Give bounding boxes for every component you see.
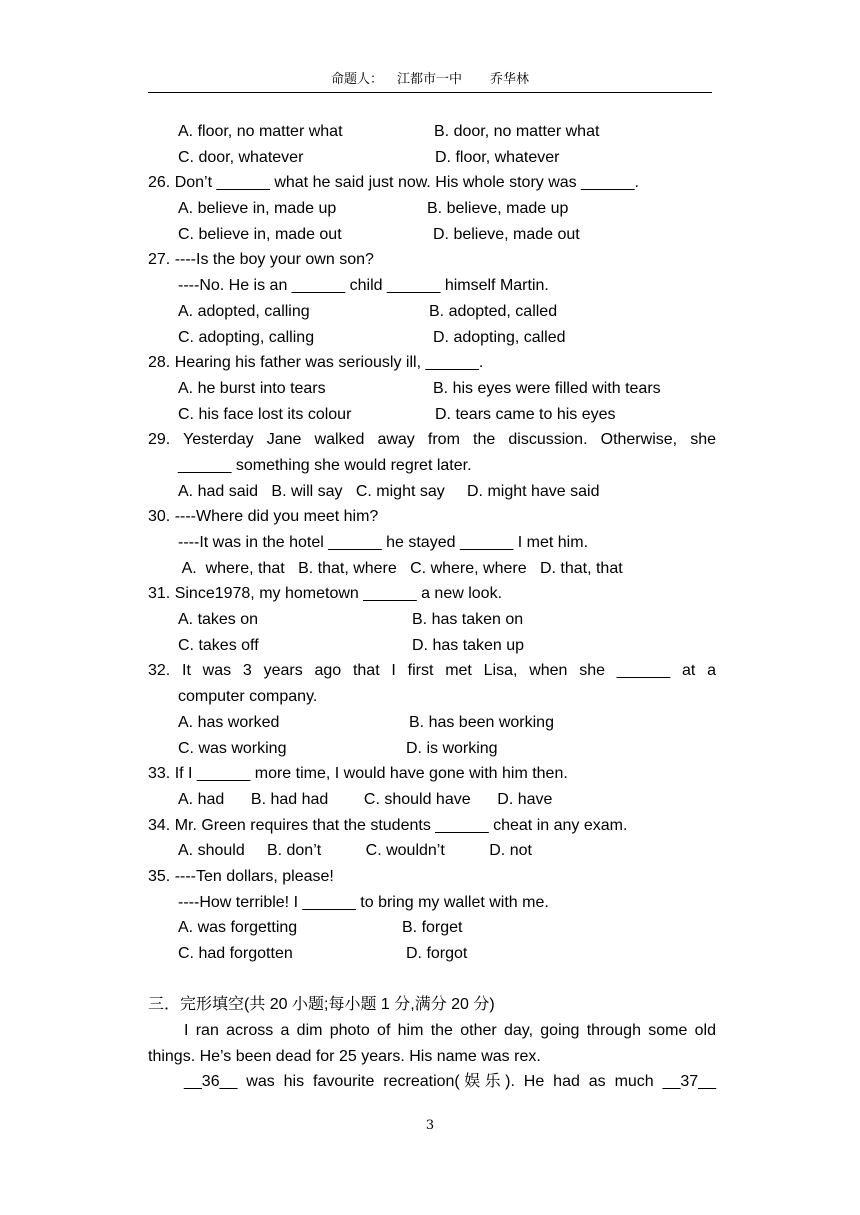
question-30-reply: ----It was in the hotel ______ he stayed ______ I met him. [178, 534, 589, 551]
option-c: C. believe in, made out [178, 225, 342, 243]
option-c: C. his face lost its colour [178, 405, 352, 423]
question-30: 30. ----Where did you meet him? [148, 508, 379, 526]
author-label: 命题人： [330, 72, 383, 87]
option-d: D. tears came to his eyes [435, 405, 616, 423]
page-number: 3 [425, 1118, 435, 1133]
option-row: A. had said B. will say C. might say D. might have said [178, 482, 600, 500]
option-row [148, 736, 716, 762]
question-32-cont: computer company. [178, 688, 318, 706]
option-row [148, 145, 716, 171]
option-d: D. adopting, called [433, 328, 566, 346]
passage-line: __36__ was his favourite recreation(娱乐). He had as much __37__ [184, 1073, 716, 1091]
question-27-reply: ----No. He is an ______ child ______ himself Martin. [178, 277, 549, 295]
question-32: 32. It was 3 years ago that I first met Lisa, when she ______ at a [148, 662, 716, 680]
option-c: C. takes off [178, 636, 259, 654]
option-row [148, 119, 716, 145]
option-d: D. forgot [406, 945, 468, 962]
school-name: 江都市一中 [396, 72, 462, 87]
option-row [148, 402, 716, 428]
option-row [148, 325, 716, 351]
question-27: 27. ----Is the boy your own son? [148, 251, 374, 269]
option-row [148, 299, 716, 325]
option-a: A. has worked [178, 713, 280, 731]
question-29-cont: ______ something she would regret later. [178, 456, 472, 474]
page-header [148, 70, 712, 93]
option-b: B. forget [402, 919, 463, 937]
option-row: A. where, that B. that, where C. where, where D. that, that [178, 559, 623, 577]
section-title: 三．完形填空(共 20 小题;每小题 1 分,满分 20 分) [148, 996, 495, 1014]
option-b: B. has taken on [412, 611, 524, 629]
option-c: C. door, whatever [178, 148, 304, 166]
option-a: A. adopted, calling [178, 302, 310, 320]
option-row [148, 607, 716, 633]
author-name: 乔华林 [490, 72, 530, 87]
question-28: 28. Hearing his father was seriously ill, ______. [148, 354, 484, 372]
option-d: D. believe, made out [433, 225, 580, 243]
option-row [148, 915, 716, 941]
question-26: 26. Don’t ______ what he said just now. His whole story was ______. [148, 174, 639, 192]
option-row [148, 222, 716, 248]
option-c: C. adopting, calling [178, 328, 315, 346]
option-row: A. had B. had had C. should have D. have [178, 790, 553, 808]
question-29: 29. Yesterday Jane walked away from the discussion. Otherwise, she [148, 431, 716, 449]
passage-line: things. He’s been dead for 25 years. His name was rex. [148, 1047, 541, 1065]
question-35-reply: ----How terrible! I ______ to bring my wallet with me. [178, 893, 549, 911]
option-row [148, 633, 716, 659]
passage-line: I ran across a dim photo of him the other day, going through some old [184, 1022, 716, 1040]
option-row [148, 941, 716, 967]
question-35: 35. ----Ten dollars, please! [148, 867, 334, 885]
option-b: B. believe, made up [427, 200, 569, 218]
question-31: 31. Since1978, my hometown ______ a new look. [148, 585, 503, 603]
question-33: 33. If I ______ more time, I would have gone with him then. [148, 765, 568, 783]
option-row [148, 196, 716, 222]
option-d: D. is working [406, 739, 498, 757]
exam-content [148, 119, 716, 1095]
option-row [148, 376, 716, 402]
option-c: C. was working [178, 739, 287, 757]
option-a: A. he burst into tears [178, 379, 326, 397]
option-b: B. his eyes were filled with tears [433, 379, 661, 397]
option-b: B. has been working [409, 713, 554, 731]
option-a: A. takes on [178, 611, 259, 629]
option-a: A. believe in, made up [178, 200, 337, 218]
option-d: D. floor, whatever [435, 148, 560, 166]
option-a: A. was forgetting [178, 919, 298, 937]
option-row [148, 710, 716, 736]
option-b: B. adopted, called [429, 302, 558, 320]
option-c: C. had forgotten [178, 945, 293, 962]
option-d: D. has taken up [412, 636, 525, 654]
option-row: A. should B. don’t C. wouldn’t D. not [178, 842, 532, 860]
option-a: A. floor, no matter what [178, 123, 343, 140]
option-b: B. door, no matter what [434, 123, 600, 140]
question-34: 34. Mr. Green requires that the students ______ cheat in any exam. [148, 816, 628, 834]
